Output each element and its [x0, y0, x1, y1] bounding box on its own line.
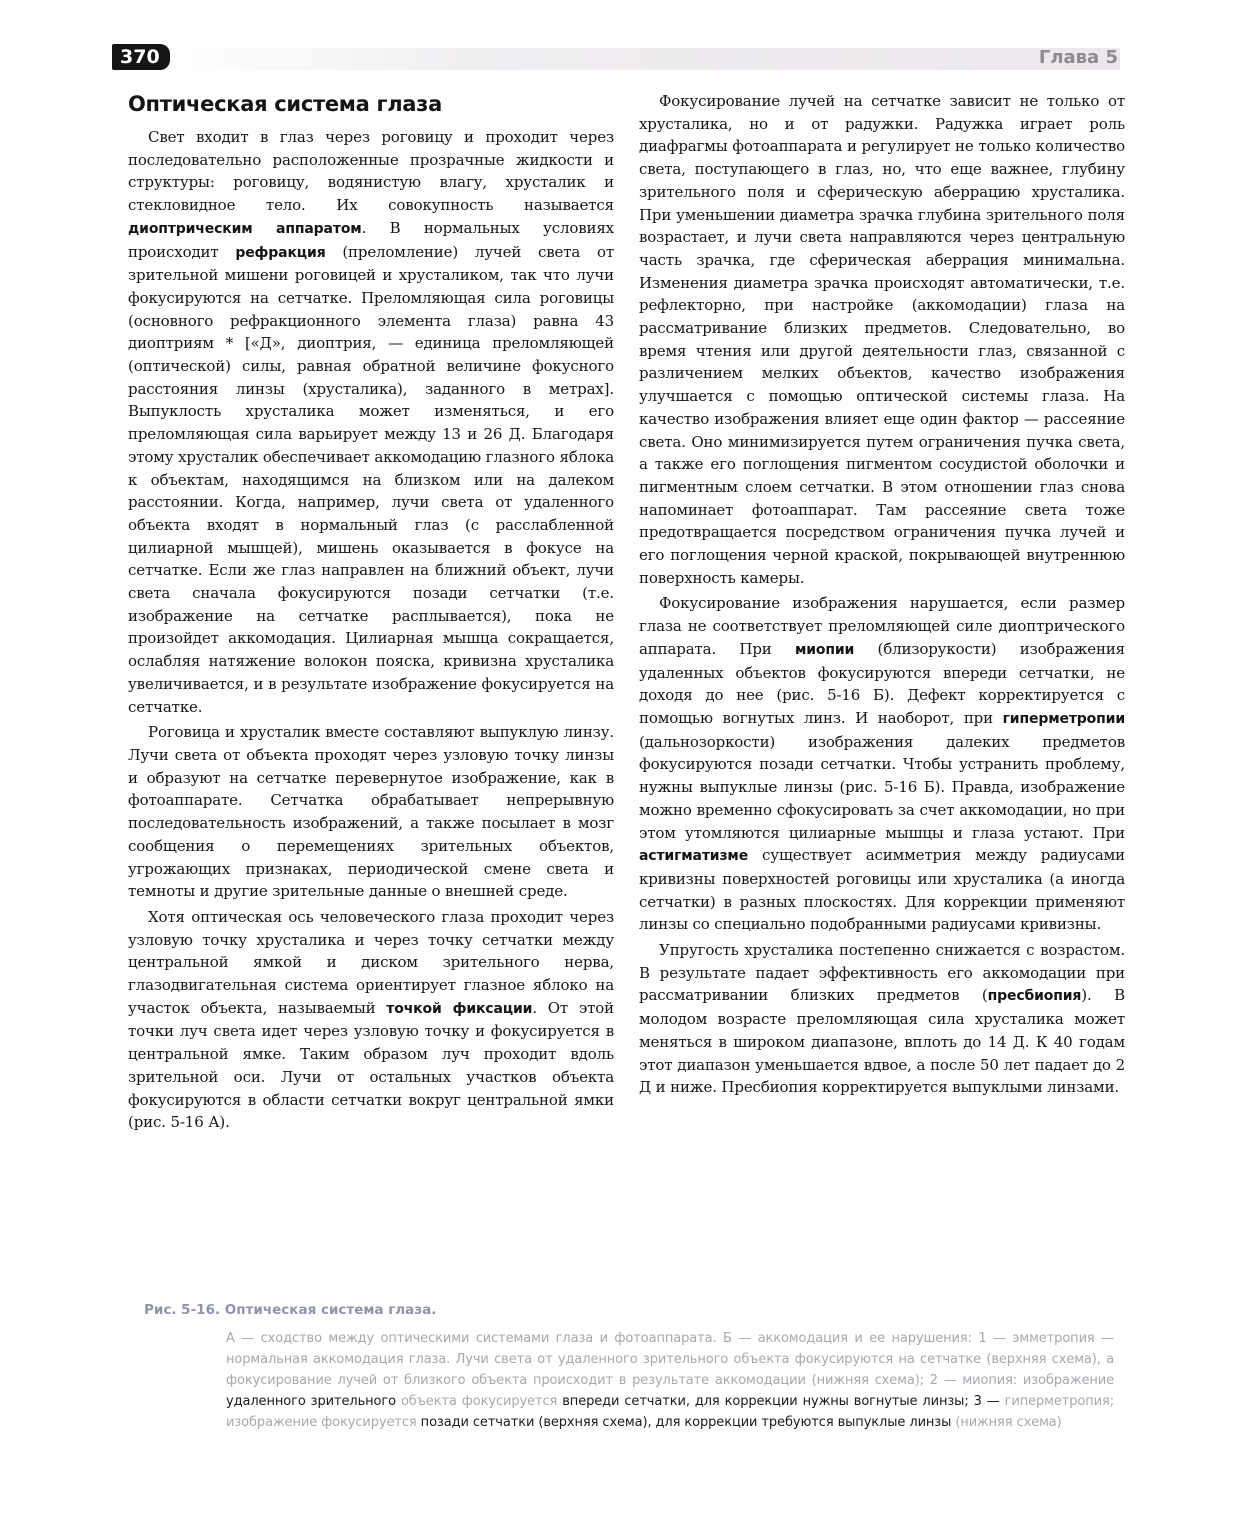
- text-run: (преломление) лучей света от зрительной мишени роговицей и хрусталиком, так что лучи фокусируются на сетчатке. Преломляющая сила роговицы (основного рефракционного элемента глаза) равна 43 диоптриям * [«Д», диоптрия, — единица преломляющей (оптической) силы, равная обратной величине фокусного расстояния линзы (хрусталика), заданного в метрах]. Выпуклость хрусталика может изменяться, и его преломляющая сила варьирует между 13 и 26 Д. Благодаря этому хрусталик обеспечивает аккомодацию глазного яблока к объектам, находящимся на близком или на далеком расстоянии. Когда, например, лучи света от удаленного объекта входят в нормальный глаз (с расслабленной цилиарной мышцей), мишень оказывается в фокусе на сетчатке. Если же глаз направлен на ближний объект, лучи света сначала фокусируются позади сетчатки (т.е. изображение на сетчатке расплывается), пока не произойдет аккомодация. Цилиарная мышца сокращается, ослабляя натяжение волокон пояска, кривизна хрусталика увеличивается, и в результате изображение фокусируется на сетчатке.: [128, 242, 614, 716]
- bold-term: диоптрическим аппаратом: [128, 220, 362, 237]
- caption-run: объекта фокусируется: [395, 1394, 563, 1409]
- figure-caption-body: [226, 1328, 1114, 1433]
- text-run: Хотя оптическая ось человеческого глаза проходит через узловую точку хрусталика и через точку сетчатки между центральной ямкой и диском зрительного нерва, глазодвигательная система ориентирует глазное яблоко на участок объекта, называемый: [128, 907, 614, 1017]
- text-run: (близорукости) изображения удаленных объектов фокусируются впереди сетчатки, не доходя до нее (рис. 5-16 Б). Дефект корректируется с помощью вогнутых линз. И наоборот, при: [639, 639, 1125, 727]
- text-run: . В нормальных условиях происходит: [128, 218, 614, 261]
- right-column: [639, 90, 1125, 1102]
- text-run: Фокусирование лучей на сетчатке зависит не только от хрусталика, но и от радужки. Радужка играет роль диафрагмы фотоаппарата и регулирует не только количество света, поступающего в глаз, но, что еще важнее, глубину зрительного поля и сферическую аберрацию хрусталика. При уменьшении диаметра зрачка глубина зрительного поля возрастает, и лучи света направляются через центральную часть зрачка, где сферическая аберрация минимальна. Изменения диаметра зрачка происходят автоматически, т.е. рефлекторно, при настройке (аккомодации) глаза на рассматривание близких предметов. Следовательно, во время чтения или другой деятельности глаз, связанной с различением мелких объектов, качество изображения улучшается с помощью оптической системы глаза. На качество изображения влияет еще один фактор — рассеяние света. Оно минимизируется путем ограничения пучка света, а также его поглощения пигментом сосудистой оболочки и пигментным слоем сетчатки. В этом отношении глаз снова напоминает фотоаппарат. Там рассеяние света тоже предотвращается посредством ограничения пучка лучей и его поглощения черной краской, покрывающей внутреннюю поверхность камеры.: [639, 92, 1125, 587]
- page-header: [112, 44, 1120, 72]
- figure-caption-title: Рис. 5-16. Оптическая система глаза.: [144, 1302, 437, 1318]
- caption-run: гиперметропия; изображение фокусируется: [226, 1394, 1114, 1430]
- bold-term: астигматизме: [639, 848, 749, 865]
- paragraph: [128, 906, 614, 1134]
- caption-run: удаленного зрительного: [226, 1394, 396, 1409]
- paragraph: [639, 592, 1125, 936]
- caption-run: А — сходство между оптическими системами глаза и фотоаппарата. Б — аккомодация и ее нарушения: 1 — эмметропия — нормальная аккомодация глаза. Лучи света от удаленного зрительного объекта фокусируются на сетчатке (верхняя схема), а фокусирование лучей от близкого объекта происходит в результате аккомодации (нижняя схема); 2 — миопия: изображение: [226, 1331, 1114, 1388]
- bold-term: гиперметропии: [1002, 710, 1125, 727]
- bold-term: миопии: [794, 641, 855, 658]
- paragraph: [128, 721, 614, 903]
- text-run: (дальнозоркости) изображения далеких предметов фокусируются позади сетчатки. Чтобы устранить проблему, нужны выпуклые линзы (рис. 5-16 Б). Правда, изображение можно временно сфокусировать за счет аккомодации, но при этом утомляются цилиарные мышцы и глаза устают. При: [639, 732, 1125, 842]
- chapter-label: Глава 5: [1038, 47, 1118, 68]
- page-number: 370: [112, 44, 170, 70]
- text-run: Свет входит в глаз через роговицу и проходит через последовательно расположенные прозрачные жидкости и структуры: роговицу, водянистую влагу, хрусталик и стекловидное тело. Их совокупность называется: [128, 128, 614, 215]
- text-run: существует асимметрия между радиусами кривизны поверхностей роговицы или хрусталика (а иногда сетчатки) в разных плоскостях. Для коррекции применяют линзы со специально подобранными радиусами кривизны.: [639, 846, 1125, 934]
- section-title: Оптическая система глаза: [128, 92, 442, 116]
- paragraph: [639, 939, 1125, 1099]
- caption-run: впереди сетчатки, для коррекции нужны вогнутые линзы; 3 —: [562, 1394, 1000, 1409]
- text-run: ). В молодом возрасте преломляющая сила хрусталика может меняться в широком диапазоне, вплоть до 14 Д. К 40 годам этот диапазон уменьшается вдвое, а после 50 лет падает до 2 Д и ниже. Пресбиопия корректируется выпуклыми линзами.: [639, 986, 1125, 1097]
- paragraph: [639, 90, 1125, 589]
- text-run: Упругость хрусталика постепенно снижается с возрастом. В результате падает эффективность его аккомодации при рассматривании близких предметов (: [639, 941, 1125, 1005]
- paragraph: [128, 126, 614, 718]
- bold-term: точкой фиксации: [386, 1000, 533, 1017]
- caption-run: позади сетчатки (верхняя схема), для коррекции требуются выпуклые линзы: [420, 1415, 952, 1430]
- header-band: [182, 48, 1120, 70]
- bold-term: рефракция: [235, 244, 326, 261]
- text-run: . От этой точки луч света идет через узловую точку и фокусируется в центральной ямке. Таким образом луч проходит вдоль зрительной оси. Лучи от остальных участков объекта фокусируются в области сетчатки вокруг центральной ямки (рис. 5-16 А).: [128, 998, 614, 1132]
- text-run: Фокусирование изображения нарушается, если размер глаза не соответствует преломляющей силе диоптрического аппарата. При: [639, 594, 1125, 658]
- bold-term: пресбиопия: [987, 988, 1082, 1005]
- left-column: [128, 90, 614, 1137]
- text-run: Роговица и хрусталик вместе составляют выпуклую линзу. Лучи света от объекта проходят через узловую точку линзы и образуют на сетчатке перевернутое изображение, как в фотоаппарате. Сетчатка обрабатывает непрерывную последовательность изображений, а также посылает в мозг сообщения о перемещениях зрительных объектов, угрожающих признаках, периодической смене света и темноты и другие зрительные данные о внешней среде.: [128, 723, 614, 901]
- caption-run: (нижняя схема): [951, 1415, 1062, 1430]
- figure-caption: [144, 1302, 1114, 1433]
- left-column-text: [128, 126, 614, 1134]
- right-column-text: [639, 90, 1125, 1099]
